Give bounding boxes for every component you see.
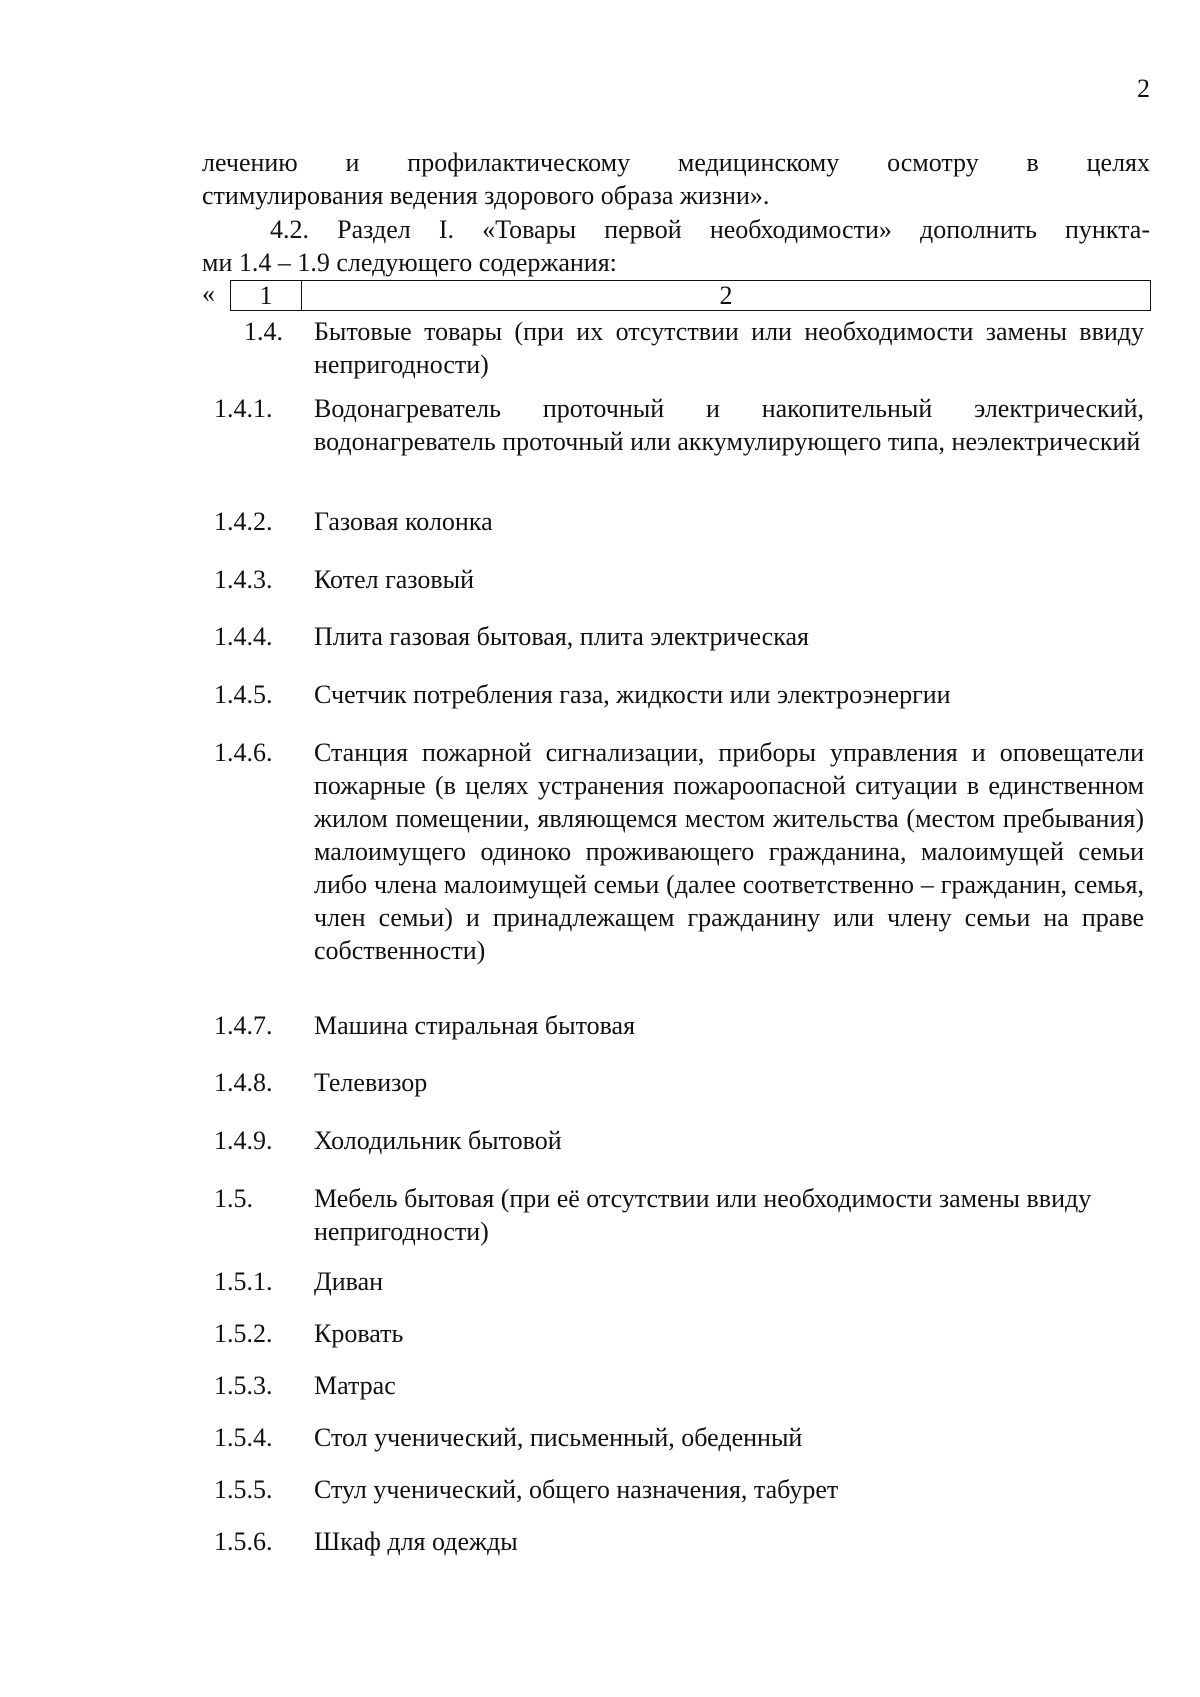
intro-line-1: лечению и профилактическому медицинскому осмотру в целях [202, 148, 1150, 177]
row-text: Мебель бытовая (при её отсутствии или необходимости замены ввиду непригодности) [314, 1184, 1092, 1246]
row-number: 1.5.3. [214, 1371, 273, 1400]
row-number: 1.4.1. [214, 394, 273, 423]
row-text: Газовая колонка [314, 507, 493, 536]
row-number: 1.5. [214, 1184, 253, 1213]
row-number: 1.4.6. [214, 738, 273, 767]
row-text: Котел газовый [314, 565, 475, 594]
intro-line-3: 4.2. Раздел I. «Товары первой необходимости» дополнить пункта- [270, 215, 1150, 244]
row-number: 1.5.5. [214, 1475, 273, 1504]
row-text: Стол ученический, письменный, обеденный [314, 1423, 803, 1452]
row-text: Матрас [314, 1371, 396, 1400]
row-number: 1.5.2. [214, 1319, 273, 1348]
row-text: Стул ученический, общего назначения, табурет [314, 1475, 839, 1504]
row-number: 1.4.8. [214, 1068, 273, 1097]
row-number: 1.4.5. [214, 680, 273, 709]
row-number: 1.4.4. [214, 622, 273, 651]
row-number: 1.4.3. [214, 565, 273, 594]
row-text: Машина стиральная бытовая [314, 1011, 636, 1040]
row-number: 1.4. [244, 317, 283, 346]
page-number: 2 [1137, 74, 1150, 103]
header-cell-column-1: 1 [230, 280, 302, 311]
row-number: 1.5.6. [214, 1527, 273, 1556]
row-text: Холодильник бытовой [314, 1126, 562, 1155]
table-header [202, 280, 1150, 311]
row-number: 1.5.1. [214, 1267, 273, 1296]
row-text: Бытовые товары (при их отсутствии или необходимости замены ввиду непригодности) [314, 317, 1144, 379]
header-cell-column-2: 2 [301, 280, 1151, 311]
intro-line-4: ми 1.4 – 1.9 следующего содержания: [202, 248, 617, 277]
intro-line-2: стимулирования ведения здорового образа жизни». [202, 181, 770, 210]
row-text: Плита газовая бытовая, плита электрическая [314, 622, 809, 651]
row-number: 1.4.2. [214, 507, 273, 536]
row-text: Диван [314, 1267, 384, 1296]
row-number: 1.4.9. [214, 1126, 273, 1155]
row-text: Счетчик потребления газа, жидкости или электроэнергии [314, 680, 951, 709]
open-quote-mark: « [202, 279, 215, 308]
row-text: Телевизор [314, 1068, 428, 1097]
row-number: 1.5.4. [214, 1423, 273, 1452]
row-text: Шкаф для одежды [314, 1527, 518, 1556]
row-number: 1.4.7. [214, 1011, 273, 1040]
row-text: Станция пожарной сигнализации, приборы управления и оповещатели пожарные (в целях устранения пожароопасной ситуации в единственном жилом помещении, являющемся местом жительства (местом пребывания) малоимущего одиноко проживающего гражданина, малоимущей семьи либо члена малоимущей семьи (далее соответственно – гражданин, семья, член семьи) и принадлежащем гражданину или члену семьи на праве собственности) [314, 738, 1144, 965]
row-text: Водонагреватель проточный и накопительный электрический, водонагреватель проточный или аккумулирующего типа, неэлектрический [314, 394, 1144, 456]
row-text: Кровать [314, 1319, 404, 1348]
